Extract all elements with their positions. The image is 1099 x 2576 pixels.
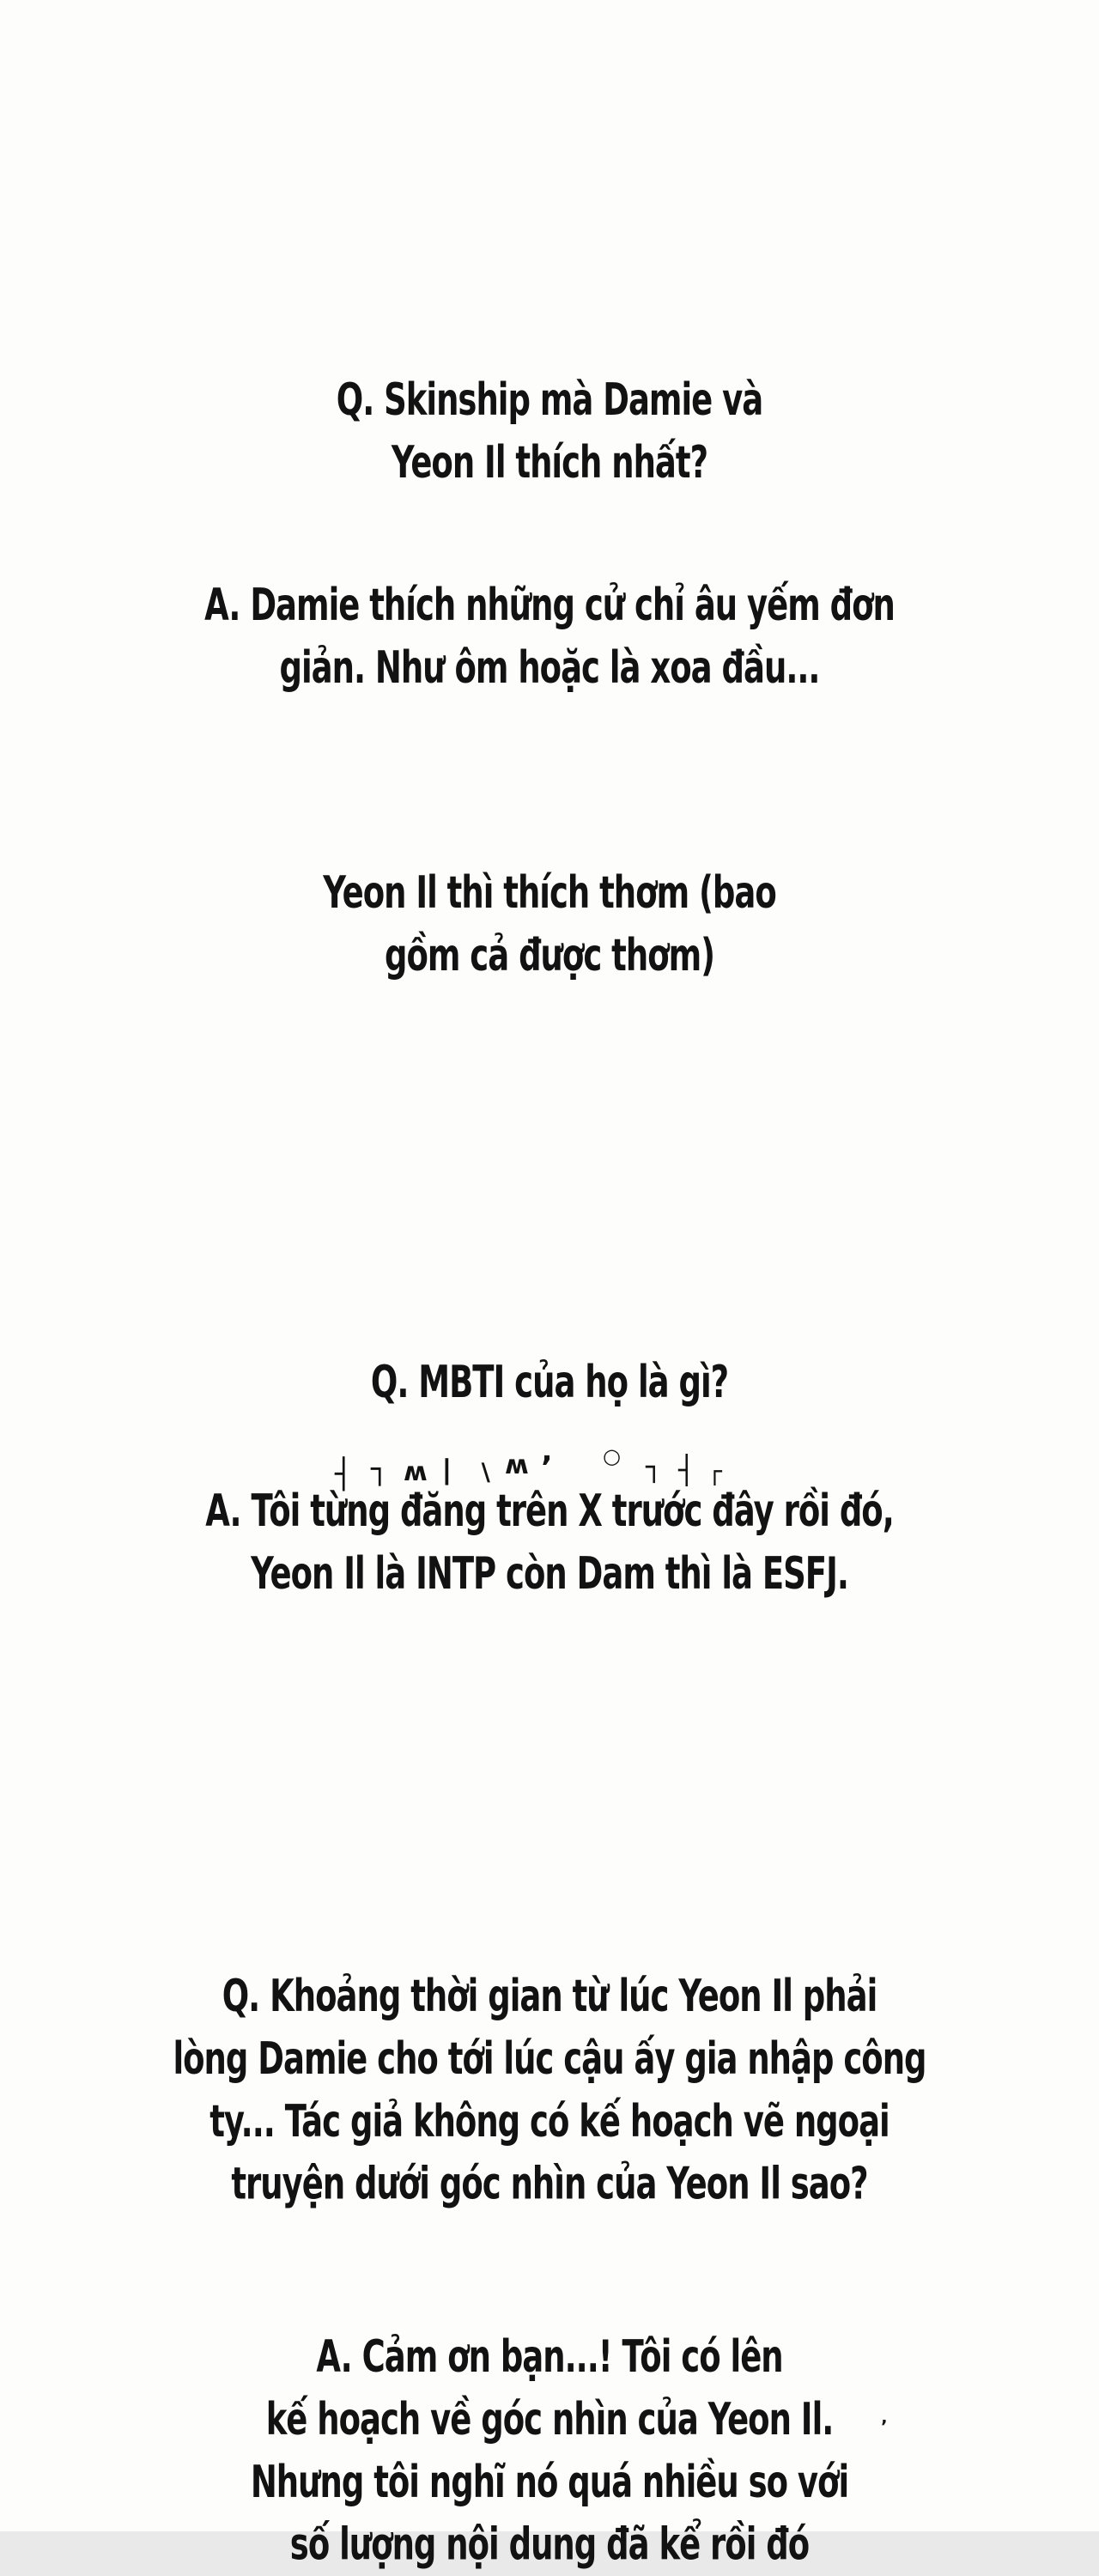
leftover-glyph: ○	[603, 1444, 621, 1468]
text-line: A. Tôi từng đăng trên X trước đây rồi đó,	[205, 1485, 894, 1537]
qa-answer-skinship-yeonil	[0, 862, 1099, 987]
stray-ink-mark: ’	[881, 2416, 888, 2437]
leftover-glyph: ┐	[371, 1452, 389, 1486]
text-line: ty... Tác giả không có kế hoạch vẽ ngoại	[209, 2095, 890, 2148]
leftover-glyph: ┤	[335, 1457, 353, 1492]
text-line: giản. Như ôm hoặc là xoa đầu...	[279, 641, 820, 694]
text-line: Q. Khoảng thời gian từ lúc Yeon Il phải	[222, 1970, 877, 2022]
qa-answer-skinship-damie	[0, 574, 1099, 700]
text-line: kế hoạch về góc nhìn của Yeon Il.	[265, 2393, 834, 2445]
text-line: Q. Skinship mà Damie và	[336, 374, 763, 426]
text-line: lòng Damie cho tới lúc cậu ấy gia nhập công	[173, 2032, 926, 2085]
text-line: gồm cả được thơm)	[384, 929, 715, 981]
leftover-glyph: ┐	[646, 1450, 663, 1483]
leftover-glyph: ┤	[678, 1454, 695, 1486]
qa-answer-mbti	[0, 1480, 1099, 1606]
text-line: A. Cảm ơn bạn...! Tôi có lên	[316, 2330, 783, 2383]
leftover-glyph: ┌	[707, 1457, 722, 1485]
text-line: Nhưng tôi nghĩ nó quá nhiều so với	[250, 2456, 849, 2508]
text-line: A. Damie thích những cử chỉ âu yếm đơn	[204, 579, 895, 631]
leftover-glyph: ∖	[477, 1459, 495, 1487]
qa-answer-side-story	[0, 2326, 1099, 2576]
leftover-glyph: ʍ	[505, 1450, 529, 1480]
text-line: truyện dưới góc nhìn của Yeon Il sao?	[231, 2158, 868, 2210]
text-line: Q. MBTI của họ là gì?	[370, 1356, 729, 1408]
qa-question-skinship	[0, 369, 1099, 495]
leftover-glyph: ’	[541, 1450, 553, 1485]
leftover-glyph: ∣	[440, 1454, 453, 1486]
leftover-glyph: ʍ	[404, 1457, 428, 1487]
text-line: Yeon Il thích nhất?	[391, 436, 708, 489]
qa-question-side-story	[0, 1965, 1099, 2215]
text-line: Yeon Il là INTP còn Dam thì là ESFJ.	[251, 1547, 848, 1600]
qa-question-mbti	[0, 1352, 1099, 1414]
text-line: Yeon Il thì thích thơm (bao	[323, 866, 776, 919]
text-line: số lượng nội dung đã kể rồi đó	[289, 2518, 810, 2571]
